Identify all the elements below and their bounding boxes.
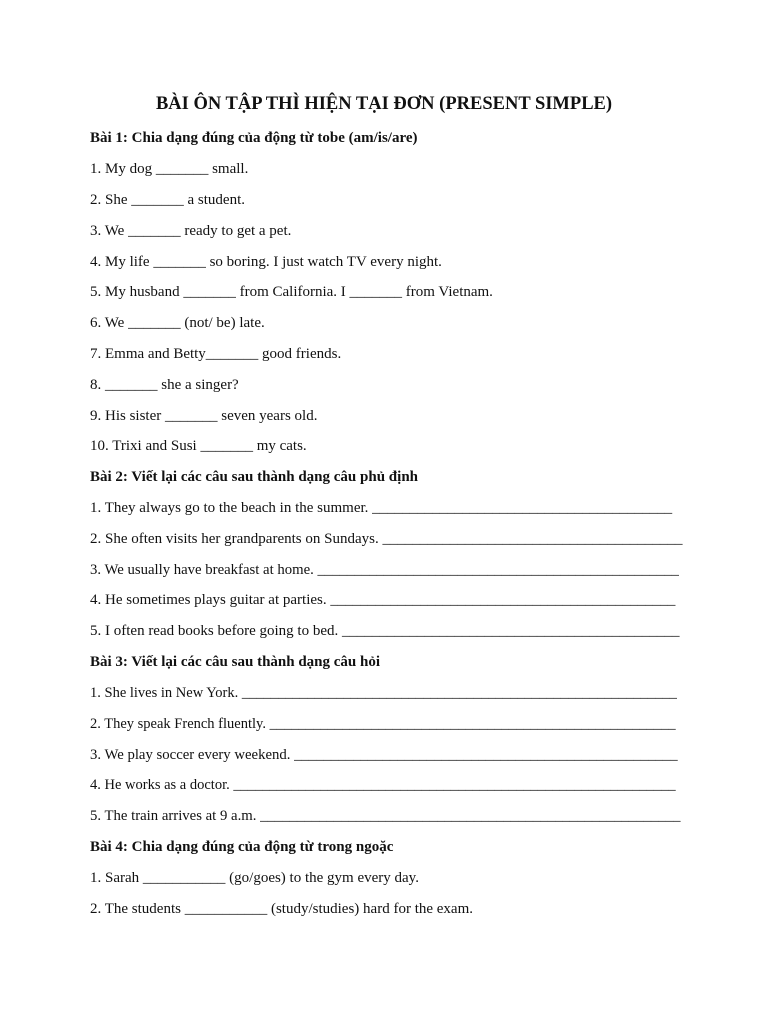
exercise-item: 1. My dog _______ small. bbox=[90, 161, 249, 177]
exercise-item: 2. They speak French fluently. ________________________________________________________ bbox=[90, 716, 676, 732]
exercise-item: 2. She _______ a student. bbox=[90, 192, 245, 208]
exercise-item: 3. We _______ ready to get a pet. bbox=[90, 223, 292, 239]
section-heading-3: Bài 3: Viết lại các câu sau thành dạng câu hỏi bbox=[90, 654, 381, 670]
page-title: BÀI ÔN TẬP THÌ HIỆN TẠI ĐƠN (PRESENT SIMPLE) bbox=[155, 94, 613, 114]
exercise-item: 3. We usually have breakfast at home. _________________________________________________ bbox=[90, 562, 679, 578]
exercise-item: 1. They always go to the beach in the summer. ________________________________________ bbox=[90, 500, 673, 516]
exercise-item: 9. His sister _______ seven years old. bbox=[90, 408, 318, 424]
section-heading-2: Bài 2: Viết lại các câu sau thành dạng câu phủ định bbox=[90, 469, 419, 485]
section-heading-1: Bài 1: Chia dạng đúng của động từ tobe (am/is/are) bbox=[90, 130, 418, 146]
exercise-item: 2. The students ___________ (study/studies) hard for the exam. bbox=[90, 901, 473, 917]
exercise-item: 4. My life _______ so boring. I just watch TV every night. bbox=[90, 254, 442, 270]
exercise-item: 5. The train arrives at 9 a.m. _________________________________________________________ bbox=[90, 808, 681, 824]
exercise-item: 8. _______ she a singer? bbox=[90, 377, 239, 393]
exercise-item: 1. She lives in New York. ____________________________________________________________ bbox=[90, 685, 677, 701]
exercise-item: 2. She often visits her grandparents on Sundays. ________________________________________ bbox=[90, 531, 683, 547]
exercise-item: 3. We play soccer every weekend. ____________________________________________________ bbox=[90, 747, 678, 763]
section-heading-4: Bài 4: Chia dạng đúng của động từ trong ngoặc bbox=[90, 839, 394, 855]
exercise-item: 5. My husband _______ from California. I _______ from Vietnam. bbox=[90, 284, 493, 300]
exercise-item: 6. We _______ (not/ be) late. bbox=[90, 315, 265, 331]
exercise-item: 4. He works as a doctor. _____________________________________________________________ bbox=[90, 777, 676, 793]
exercise-item: 4. He sometimes plays guitar at parties. ______________________________________________ bbox=[90, 592, 676, 608]
exercise-item: 1. Sarah ___________ (go/goes) to the gym every day. bbox=[90, 870, 419, 886]
exercise-item: 5. I often read books before going to bed. _____________________________________________ bbox=[90, 623, 680, 639]
exercise-item: 10. Trixi and Susi _______ my cats. bbox=[90, 438, 307, 454]
exercise-item: 7. Emma and Betty_______ good friends. bbox=[90, 346, 342, 362]
